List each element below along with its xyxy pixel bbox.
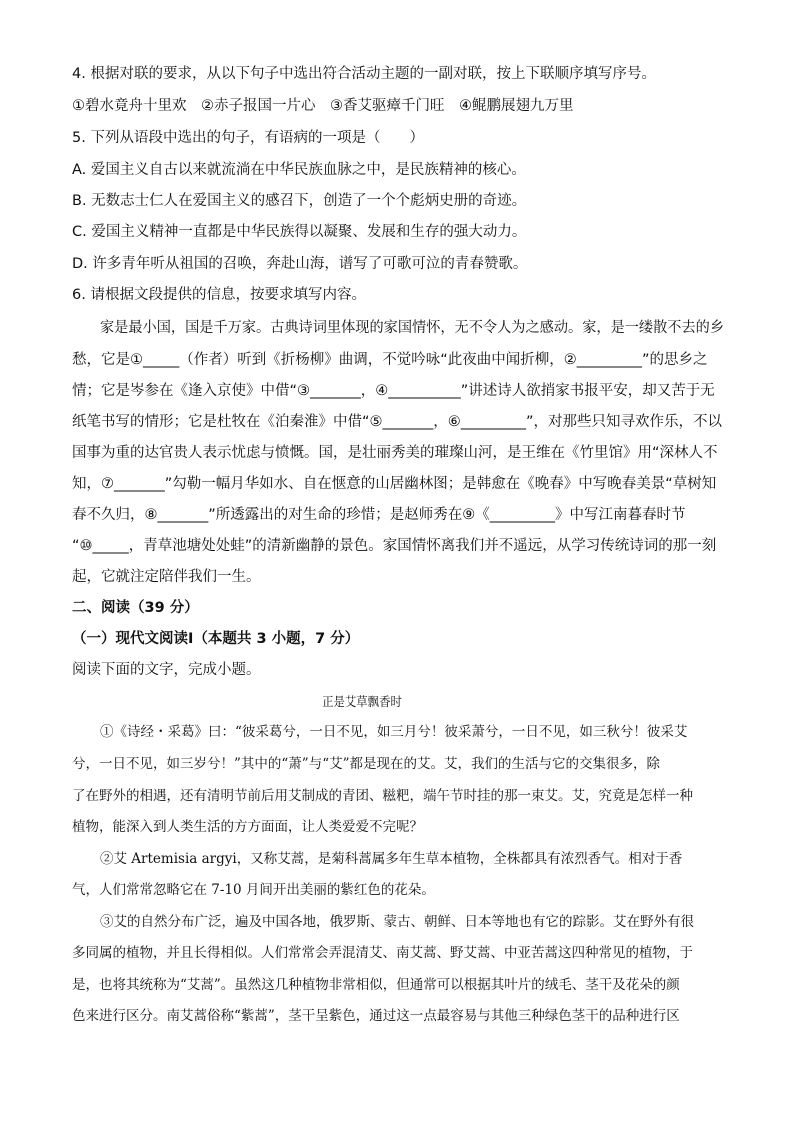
- q4-options: ①碧水竟舟十里欢 ②赤子报国一片心 ③香艾驱瘴千门旺 ④鲲鹏展翅九万里: [72, 98, 574, 114]
- q6-paragraph-line: 纸笔书写的情形；它是杜牧在《泊秦淮》中借“⑤_______，⑥_________”，对那些只知寻欢作乐，不以: [72, 414, 723, 430]
- q6-paragraph-line: 起，它就注定陪伴我们一生。: [72, 569, 261, 585]
- q5-option-b: B. 无数志士仁人在爱国主义的感召下，创造了一个个彪炳史册的奇迹。: [72, 193, 527, 209]
- article-line: 色来进行区分。南艾蒿俗称“紫蒿”，茎干呈紫色，通过这一点最容易与其他三种绿色茎干的品种进行区: [72, 1008, 680, 1024]
- q4-prompt: 4. 根据对联的要求，从以下句子中选出符合活动主题的一副对联，按上下联顺序填写序号。: [72, 66, 656, 82]
- q5-option-a: A. 爱国主义自古以来就流淌在中华民族血脉之中，是民族精神的核心。: [72, 162, 526, 178]
- article-line: 兮，一日不见，如三岁兮！”其中的“萧”与“艾”都是现在的艾。艾，我们的生活与它的交集很多，除: [72, 756, 661, 772]
- section-subheading: （一）现代文阅读Ⅰ（本题共 3 小题，7 分）: [72, 631, 360, 647]
- article-title: 正是艾草飘香时: [322, 694, 402, 709]
- q6-paragraph-line: 情；它是岑参在《逢入京使》中借“③_______，④__________”讲述诗人欲捎家书报平安，却又苦于无: [72, 383, 715, 399]
- article-line: 植物，能深入到人类生活的方方面面，让人类爱爱不完呢？: [72, 819, 423, 835]
- q6-paragraph-line: 愁，它是①_____（作者）听到《折杨柳》曲调，不觉吟咏“此夜曲中闻折柳，②_________”的思乡之: [72, 352, 708, 368]
- article-line: ③艾的自然分布广泛，遍及中国各地，俄罗斯、蒙古、朝鲜、日本等地也有它的踪影。艾在野外有很: [100, 914, 694, 930]
- article-line: ①《诗经・采葛》曰：“彼采葛兮，一日不见，如三月兮！彼采萧兮，一日不见，如三秋兮！彼采艾: [100, 724, 688, 740]
- q5-option-d: D. 许多青年听从祖国的召唤，奔赴山海，谱写了可歌可泣的青春赞歌。: [72, 256, 528, 272]
- article-line: 是，也将其统称为“艾蒿”。虽然这几种植物非常相似，但通常可以根据其叶片的绒毛、茎干及花朵的颜: [72, 977, 680, 993]
- article-line: 多同属的植物，并且长得相似。人们常常会弄混清艾、南艾蒿、野艾蒿、中亚苦蒿这四种常见的植物，于: [72, 945, 693, 961]
- article-line: 气，人们常常忽略它在 7-10 月间开出美丽的紫红色的花朵。: [72, 882, 435, 898]
- section-instruction: 阅读下面的文字，完成小题。: [72, 662, 261, 678]
- q6-paragraph-line: 国事为重的达官贵人表示忧虑与愤慨。国，是壮丽秀美的璀璨山河，是王维在《竹里馆》用“深林人不: [72, 445, 718, 461]
- q6-paragraph-line: 知，⑦_______”勾勒一幅月华如水、自在惬意的山居幽林图；是韩愈在《晚春》中写晚春美景“草树知: [72, 476, 717, 492]
- q6-paragraph-line: 家是最小国，国是千万家。古典诗词里体现的家国情怀，无不令人为之感动。家，是一缕散不去的乡: [100, 320, 725, 336]
- q6-paragraph-line: 春不久归，⑧_______”所透露出的对生命的珍惜；是赵师秀在⑨《_________》中写江南暮春时节: [72, 507, 686, 523]
- article-line: 了在野外的相遇，还有清明节前后用艾制成的青团、糍粑，端午节时挂的那一束艾。艾，究竟是怎样一种: [72, 788, 693, 804]
- section-heading: 二、阅读（39 分）: [72, 600, 199, 616]
- q5-prompt: 5. 下列从语段中选出的句子，有语病的一项是（ ）: [72, 130, 424, 146]
- article-line: ②艾 Artemisia argyi，又称艾蒿，是菊科蒿属多年生草本植物，全株都具有浓烈香气。相对于香: [100, 851, 683, 867]
- q5-option-c: C. 爱国主义精神一直都是中华民族得以凝聚、发展和生存的强大动力。: [72, 224, 527, 240]
- q6-prompt: 6. 请根据文段提供的信息，按要求填写内容。: [72, 287, 366, 303]
- q6-paragraph-line: “⑩_____，青草池塘处处蛙”的清新幽静的景色。家国情怀离我们并不遥远，从学习传统诗词的那一刻: [72, 538, 717, 554]
